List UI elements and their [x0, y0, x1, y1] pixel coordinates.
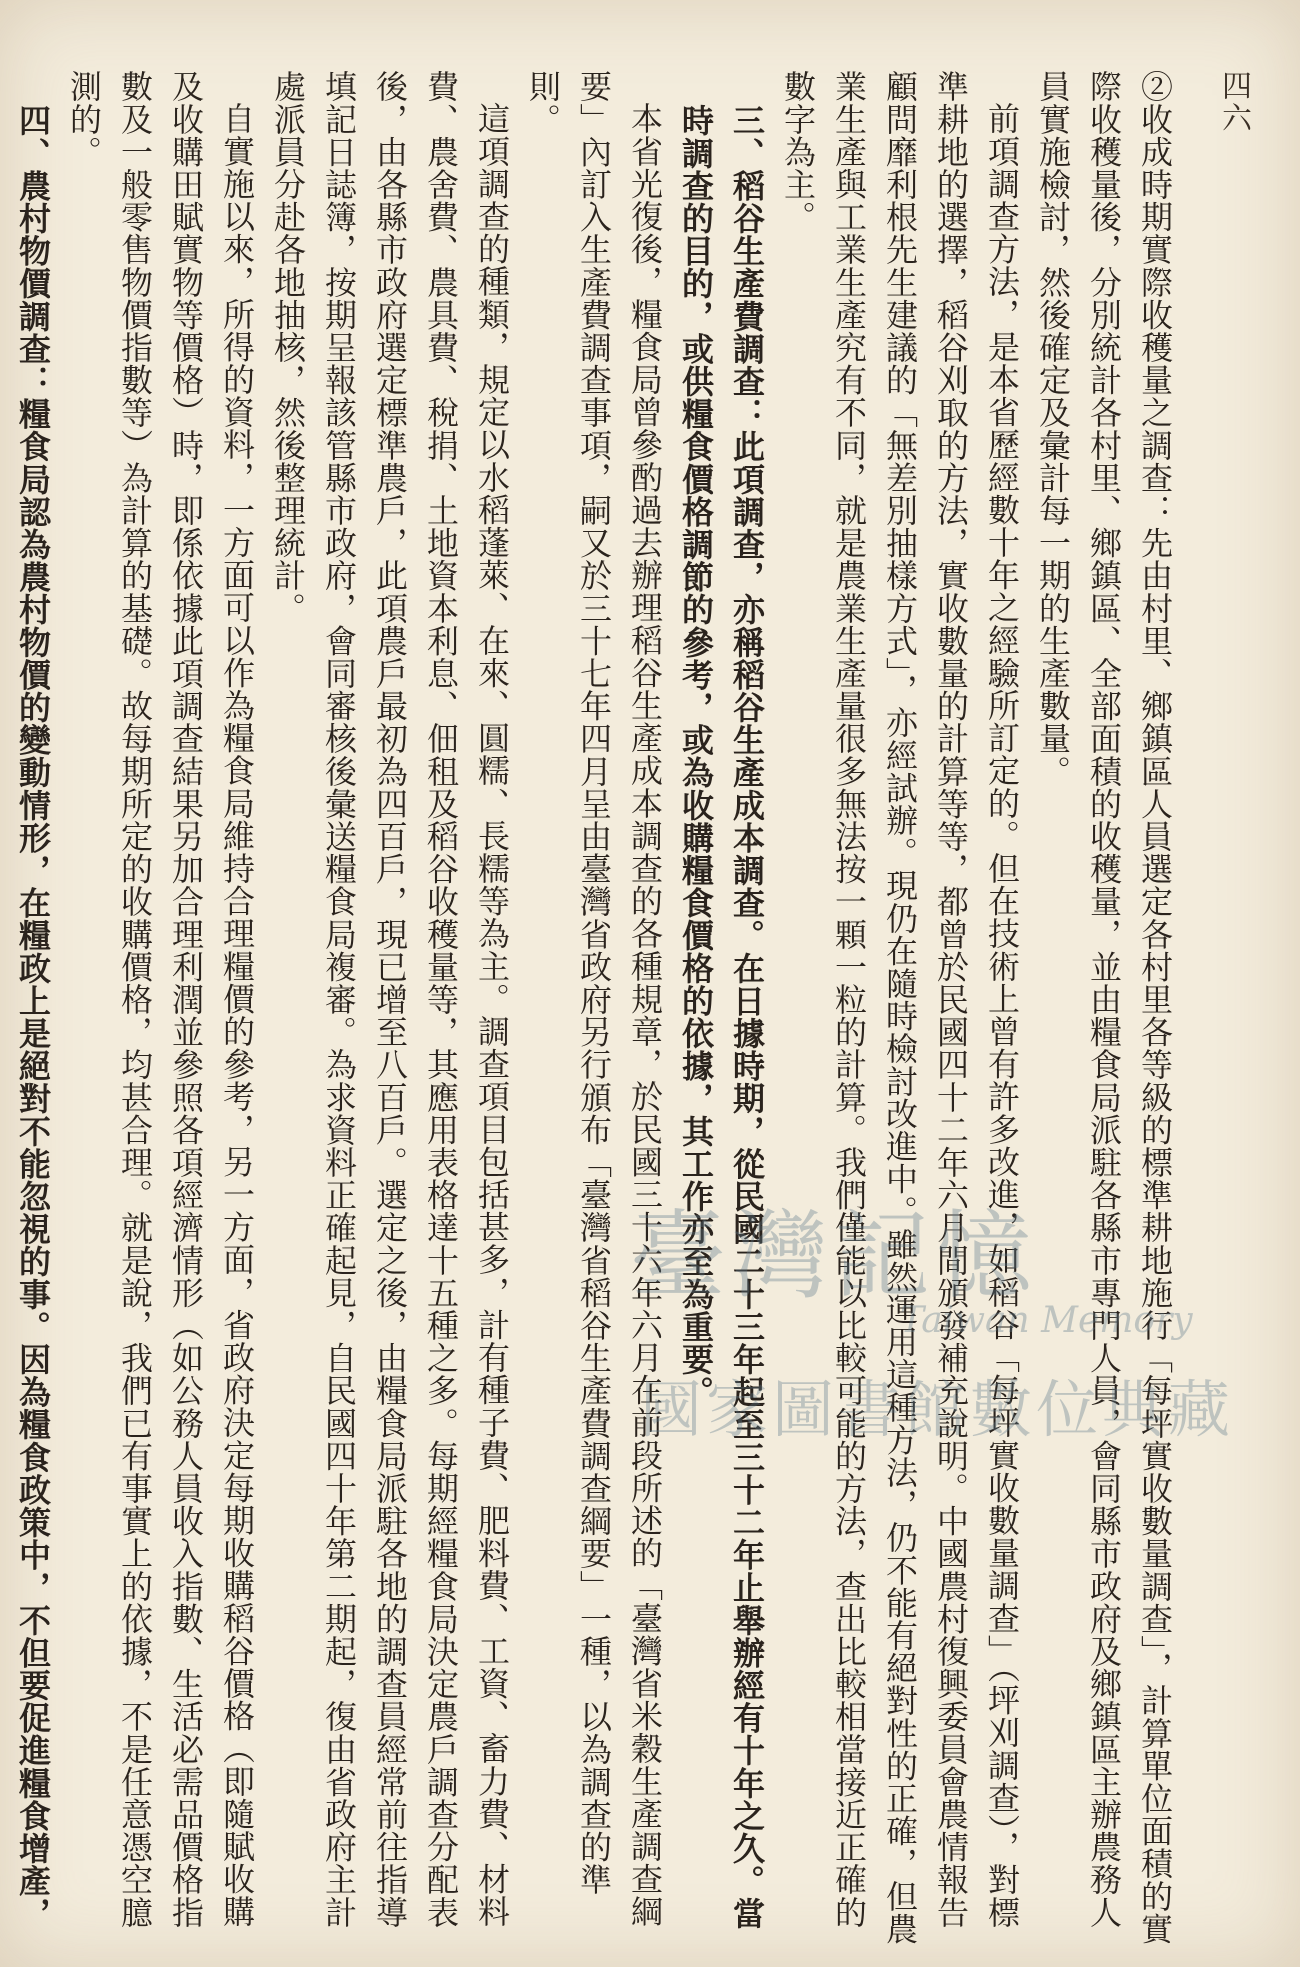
section-heading-3: 三、稻谷生產費調查：此項調查，亦稱稻谷生產成本調查。在日據時期，從民國二十三年起至三十二年止舉辦經有十年之久。當時調查的目的，或供糧食價格調節的參考，或為收購糧食價格的依據，其工作亦至為重要。	[677, 104, 766, 1930]
body-text	[14, 70, 1180, 1950]
section-heading-4: 四、農村物價調查：糧食局認為農村物價的變動情形，在糧政上是絕對不能忽視的事。因為糧食政策中，不但要促進糧食增產，	[14, 104, 52, 1930]
watermark-subtitle: 國家圖書館數位典藏	[640, 1373, 1235, 1446]
paragraph-postwar: 本省光復後，糧食局曾參酌過去辦理稻谷生產成本調查的各種規章，於民國三十六年六月在前段所述的「臺灣省米穀生產調查綱要」內訂入生產費調查事項，嗣又於三十七年四月呈由臺灣省政府另行頒布「臺灣省稻谷生產費調查綱要」一種，以為調查的準則。	[524, 70, 664, 1928]
paragraph-survey-items: 這項調查的種類，規定以水稻蓬萊、在來、圓糯、長糯等為主。調查項目包括甚多，計有種子費、肥料費、工資、畜力費、材料費、農舍費、農具費、稅捐、土地資本利息、佃租及稻谷收穫量等，其應用表格達十五種之多。每期經糧食局決定農戶調查分配表後，由各縣市政府選定標準農戶，此項農戶最初為四百戶，現已增至八百戶。選定之後，由糧食局派駐各地的調查員經常前往指導填記日誌簿，按期呈報該管縣市政府，會同審核後彙送糧食局複審。為求資料正確起見，自民國四十年第二期起，復由省政府主計處派員分赴各地抽核，然後整理統計。	[269, 70, 511, 1929]
paragraph-harvest-survey: ②收成時期實際收穫量之調查：先由村里、鄉鎮區人員選定各村里各等級的標準耕地施行「每坪實收數量調查」，計算單位面積的實際收穫量後，分別統計各村里、鄉鎮區、全部面積的收穫量，並由糧食局派駐各縣市專門人員，會同縣市政府及鄉鎮區主辦農務人員實施檢討，然後確定及彙計每一期的生產數量。	[1034, 70, 1174, 1945]
watermark-title: 臺灣記憶	[630, 1200, 1038, 1312]
watermark-latin: Taiwan Memory	[900, 1300, 1193, 1341]
paragraph-results: 自實施以來，所得的資料，一方面可以作為糧食局維持合理糧價的參考，另一方面，省政府決定每期收購稻谷價格（即隨賦收購及收購田賦實物等價格）時，即係依據此項調查結果另加合理利潤並參照各項經濟情形（如公務人員收入指數、生活必需品價格指數及一般零售物價指數等）為計算的基礎。故每期所定的收購價格，均甚合理。就是說，我們已有事實上的依據，不是任意憑空臆測的。	[65, 70, 256, 1929]
paragraph-method-notes: 前項調查方法，是本省歷經數十年之經驗所訂定的。但在技術上曾有許多改進，如稻谷「每坪實收數量調查」（坪刈調查），對標準耕地的選擇，稻谷刈取的方法，實收數量的計算等等，都曾於民國四十二年六月間頒發補充說明。中國農村復興委員會農情報告顧問靡利根先生建議的「無差別抽樣方式」，亦經試辦。現仍在隨時檢討改進中。雖然運用這種方法，仍不能有絕對性的正確，但農業生產與工業生產究有不同，就是農業生產量很多無法按一顆一粒的計算。我們僅能以比較可能的方法，查出比較相當接近正確的數字為主。	[779, 70, 1021, 1945]
page-number: 四六	[1216, 70, 1251, 134]
